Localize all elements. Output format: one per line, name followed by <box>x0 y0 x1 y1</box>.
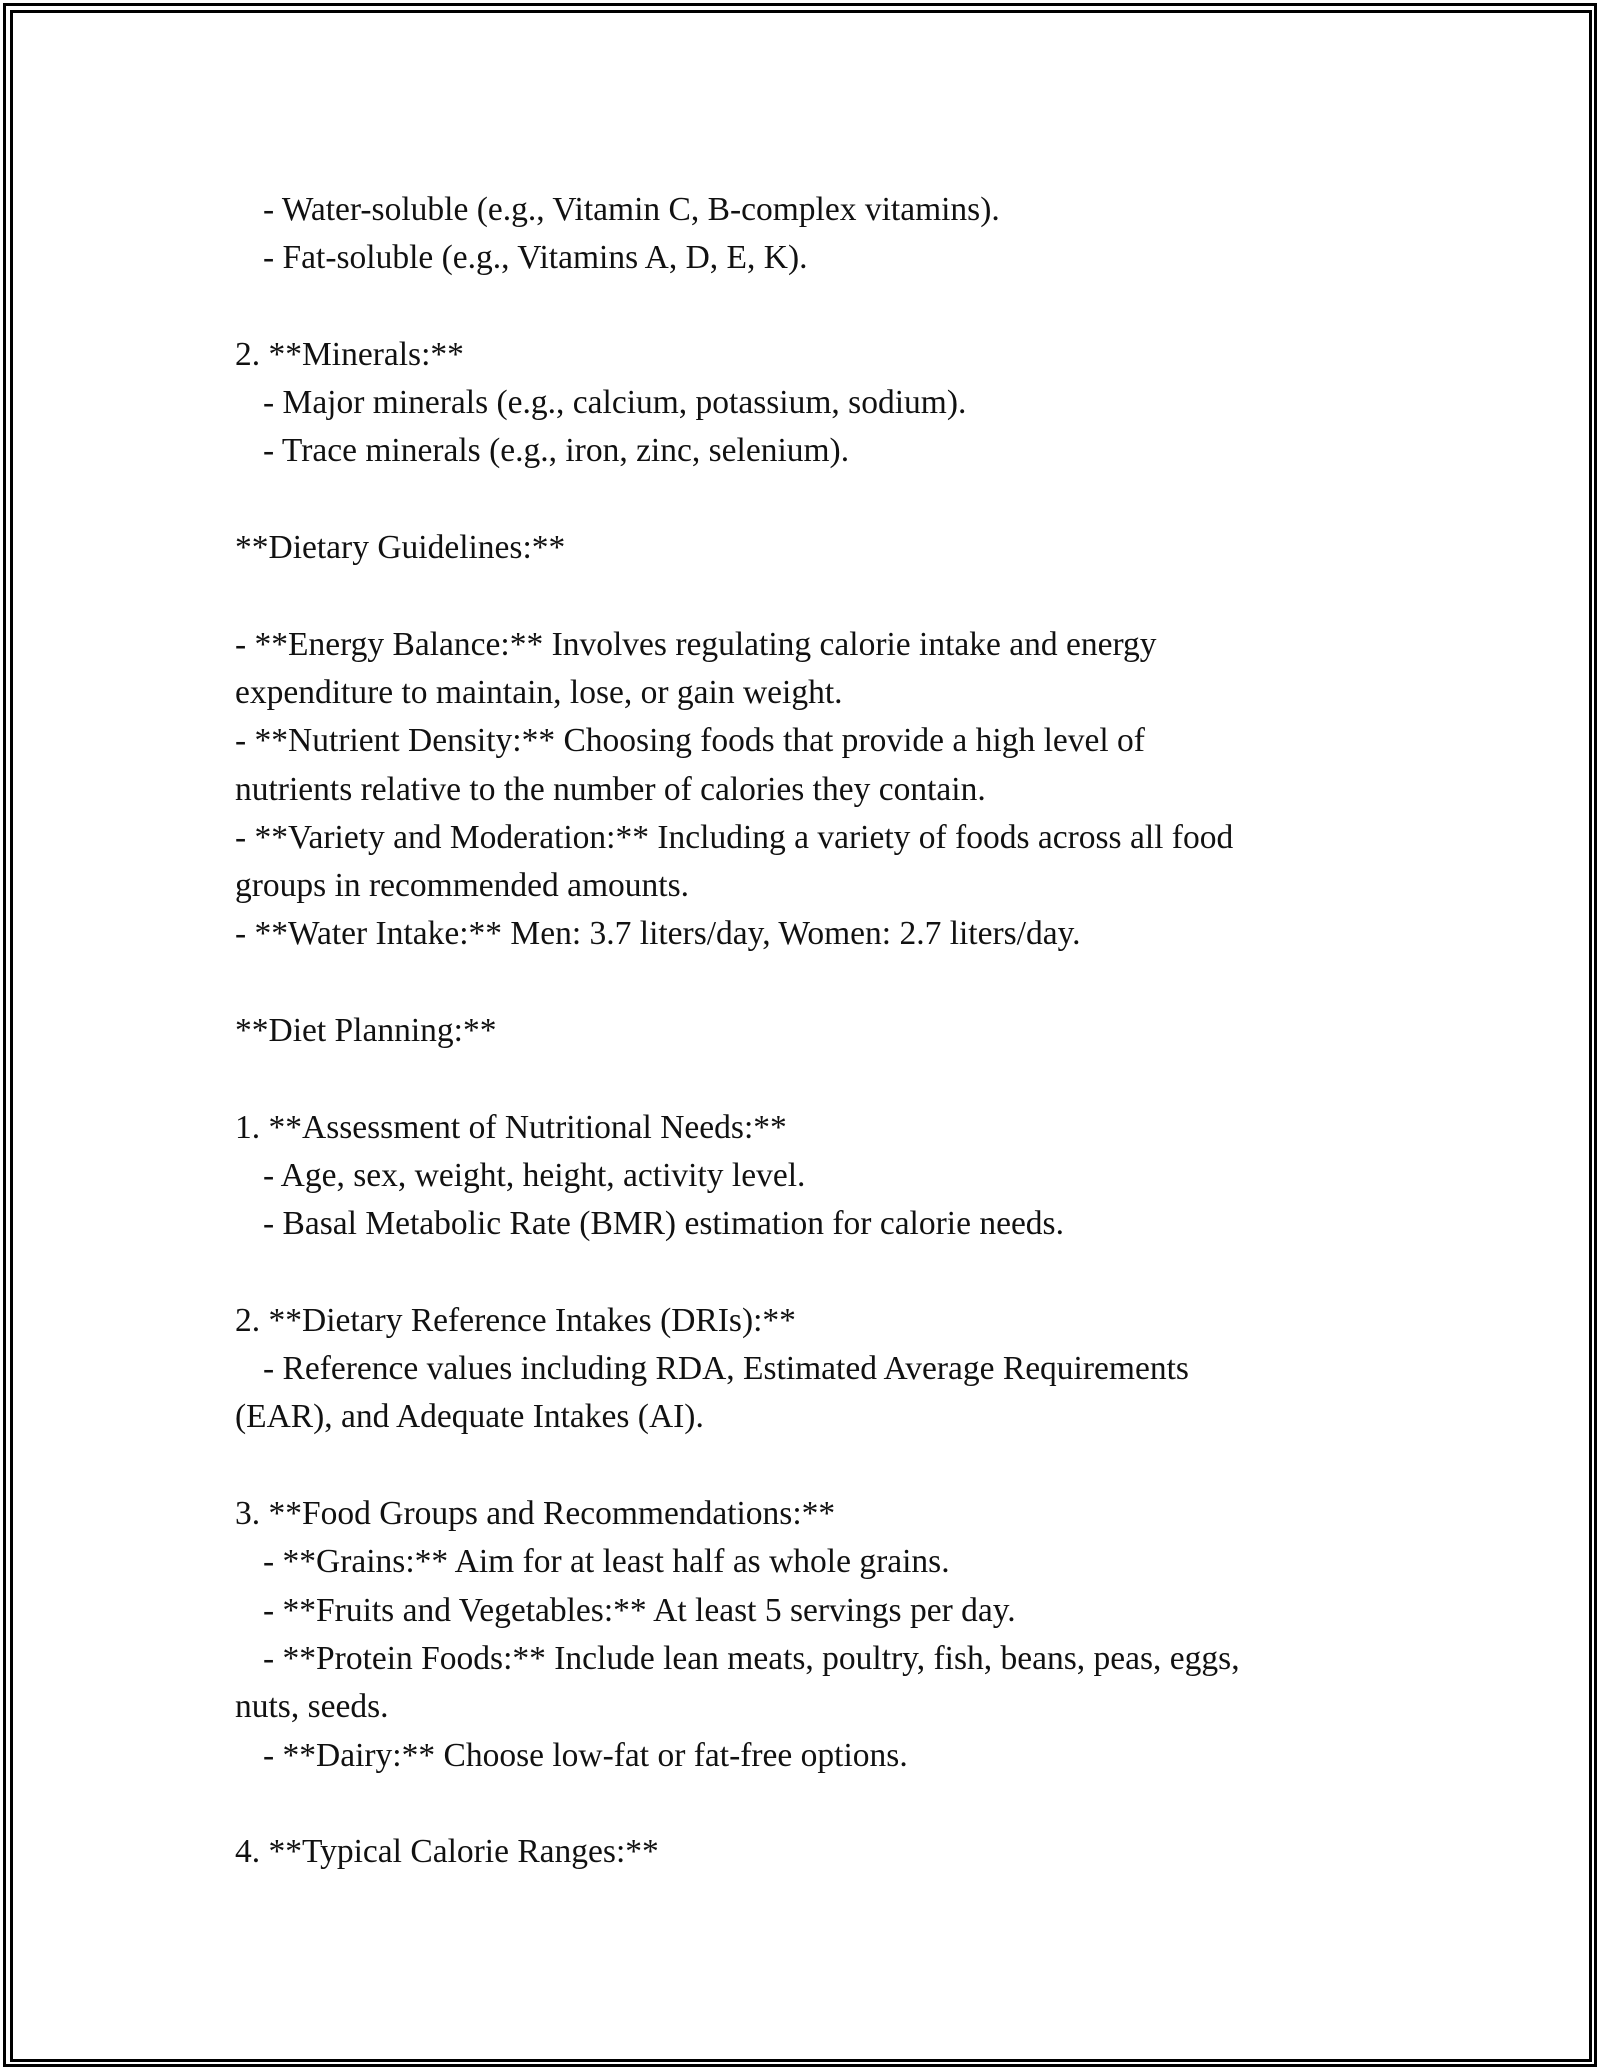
list-heading-calorie-ranges: 4. **Typical Calorie Ranges:** <box>235 1833 659 1871</box>
list-heading-minerals: 2. **Minerals:** <box>235 335 464 373</box>
text-line: - Reference values including RDA, Estimated Average Requirements <box>263 1350 1189 1388</box>
section-heading-diet-planning: **Diet Planning:** <box>235 1012 497 1050</box>
blank-line <box>235 1442 1365 1490</box>
text-line: - **Water Intake:** Men: 3.7 liters/day, Women: 2.7 liters/day. <box>235 915 1081 953</box>
text-line: - Basal Metabolic Rate (BMR) estimation for calorie needs. <box>263 1205 1064 1243</box>
list-heading-food-groups: 3. **Food Groups and Recommendations:** <box>235 1495 836 1533</box>
blank-line <box>235 959 1365 1007</box>
text-line: expenditure to maintain, lose, or gain weight. <box>235 673 843 711</box>
text-line: - Fat-soluble (e.g., Vitamins A, D, E, K). <box>263 239 808 277</box>
text-line: - Age, sex, weight, height, activity level. <box>263 1156 806 1194</box>
section-heading-dietary-guidelines: **Dietary Guidelines:** <box>235 529 566 567</box>
text-line: - **Protein Foods:** Include lean meats, poultry, fish, beans, peas, eggs, <box>263 1639 1240 1677</box>
text-line: - Trace minerals (e.g., iron, zinc, selenium). <box>263 432 850 470</box>
text-line: - **Fruits and Vegetables:** At least 5 servings per day. <box>263 1591 1016 1629</box>
document-body <box>235 186 1365 1876</box>
text-line: - **Nutrient Density:** Choosing foods that provide a high level of <box>235 722 1145 760</box>
text-line: - **Variety and Moderation:** Including a variety of foods across all food <box>235 818 1234 856</box>
blank-line <box>235 476 1365 524</box>
text-line: (EAR), and Adequate Intakes (AI). <box>235 1398 704 1436</box>
list-heading-assessment: 1. **Assessment of Nutritional Needs:** <box>235 1108 787 1146</box>
blank-line <box>235 1249 1365 1297</box>
text-line: - Water-soluble (e.g., Vitamin C, B-complex vitamins). <box>263 191 1000 228</box>
list-heading-dris: 2. **Dietary Reference Intakes (DRIs):** <box>235 1301 796 1339</box>
text-line: - **Grains:** Aim for at least half as whole grains. <box>263 1543 950 1581</box>
text-line: nutrients relative to the number of calories they contain. <box>235 770 986 808</box>
text-line: - Major minerals (e.g., calcium, potassium, sodium). <box>263 384 967 422</box>
text-line: - **Dairy:** Choose low-fat or fat-free options. <box>263 1736 908 1774</box>
text-line: - **Energy Balance:** Involves regulating calorie intake and energy <box>235 625 1157 663</box>
blank-line <box>235 572 1365 620</box>
blank-line <box>235 283 1365 331</box>
blank-line <box>235 1780 1365 1828</box>
text-line: nuts, seeds. <box>235 1688 389 1726</box>
blank-line <box>235 1055 1365 1103</box>
text-line: groups in recommended amounts. <box>235 867 690 905</box>
